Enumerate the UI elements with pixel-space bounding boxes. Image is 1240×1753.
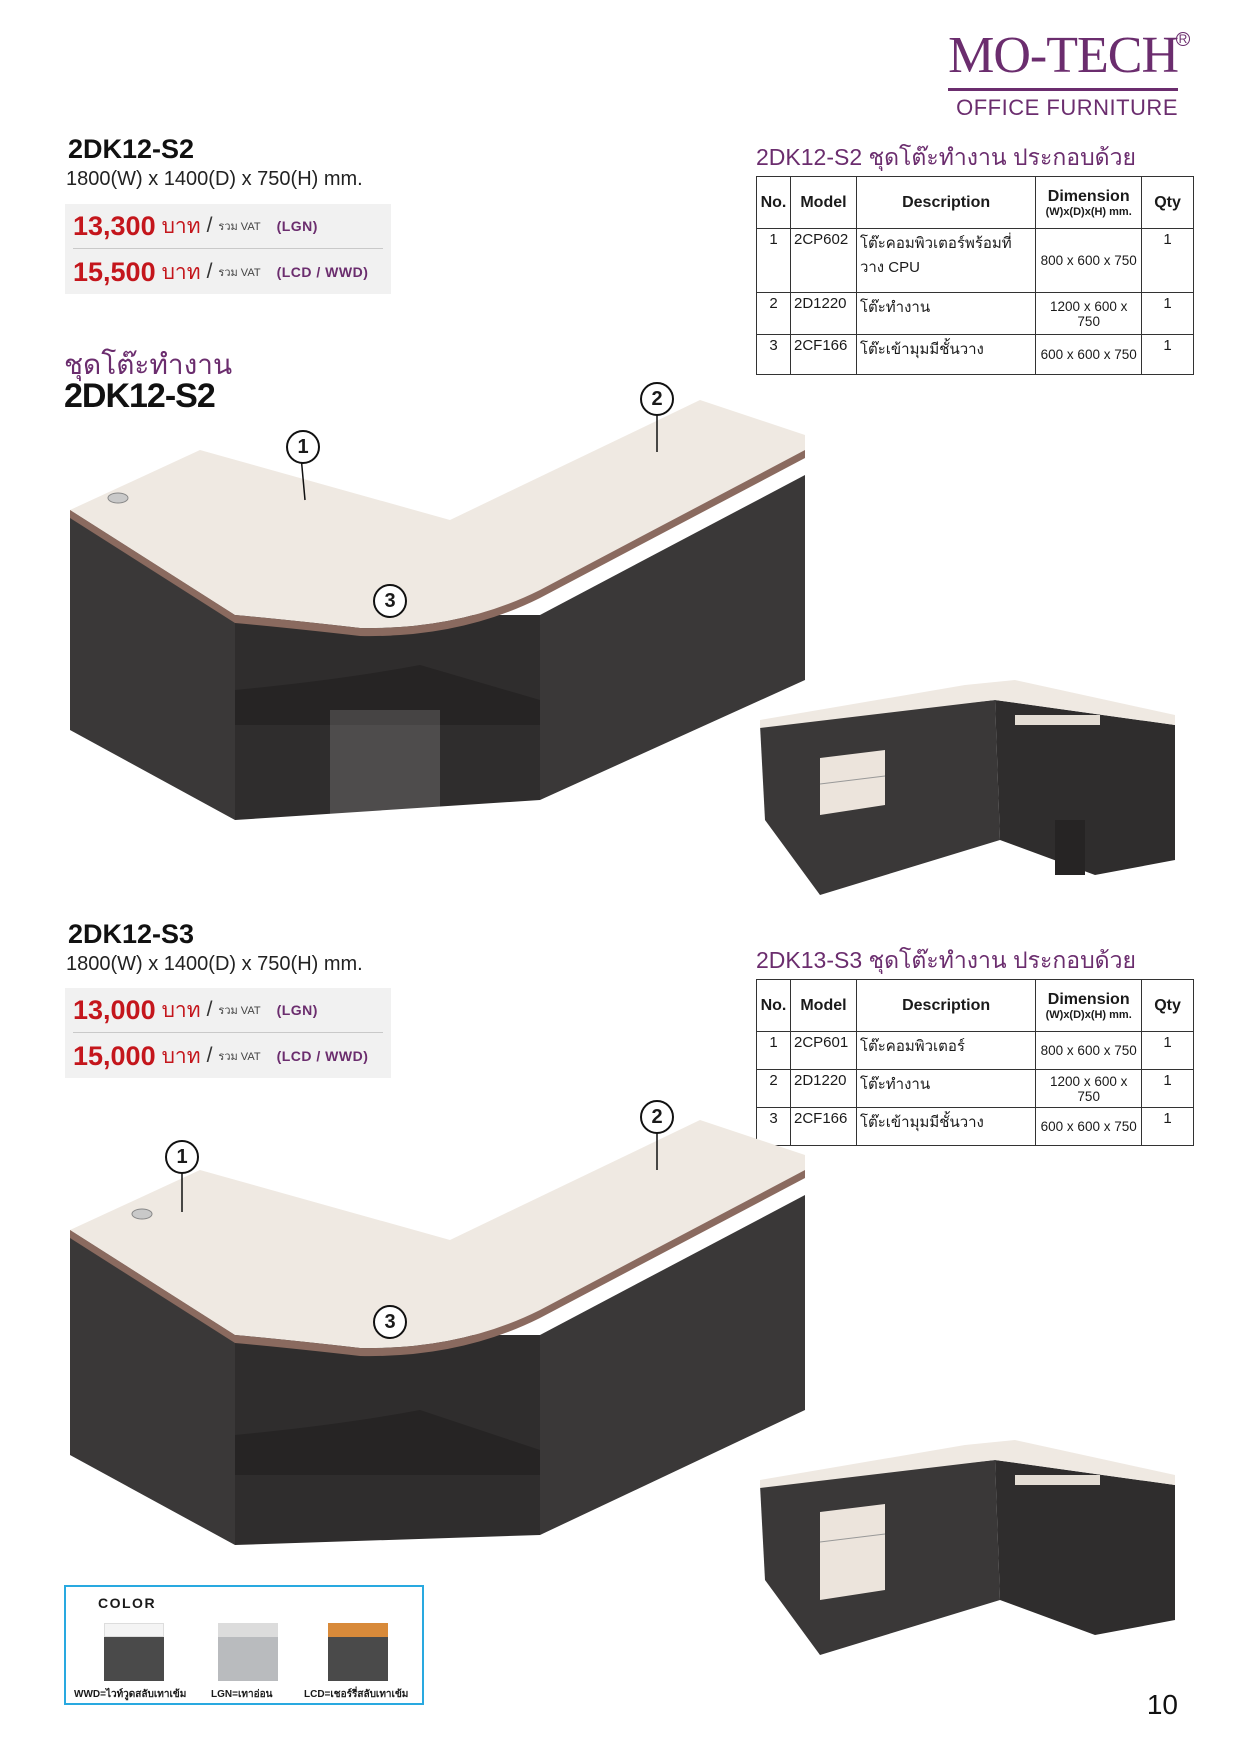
- price-amount: 13,000: [73, 994, 156, 1025]
- price-row: [73, 206, 318, 246]
- callout-marker: 1: [165, 1140, 199, 1174]
- swatch-top: [328, 1623, 388, 1637]
- cell-qty: 1: [1142, 1032, 1194, 1070]
- price-amount: 15,000: [73, 1040, 156, 1071]
- cell-model: 2D1220: [790, 293, 856, 335]
- price-vat: รวม VAT: [218, 1005, 261, 1017]
- header-model: Model: [790, 177, 856, 229]
- cell-qty: 1: [1142, 335, 1194, 375]
- color-swatch-lgn: [218, 1623, 278, 1681]
- cell-model: 2CF166: [790, 1108, 856, 1146]
- price-row: [73, 1036, 368, 1076]
- cell-dimension: 600 x 600 x 750: [1036, 1108, 1142, 1146]
- price-row: [73, 252, 368, 292]
- cell-description: โต๊ะคอมพิวเตอร์พร้อมที่วาง CPU: [856, 229, 1035, 293]
- price-currency: บาท: [161, 1044, 201, 1068]
- price-amount: 13,300: [73, 210, 156, 241]
- cell-no: 2: [757, 1070, 791, 1108]
- price-vat: รวม VAT: [218, 221, 261, 233]
- cell-dimension: 1200 x 600 x 750: [1036, 1070, 1142, 1108]
- registered-mark: R: [1176, 32, 1190, 46]
- table-header-row: [757, 177, 1194, 229]
- header-description: Description: [856, 980, 1035, 1032]
- header-no: No.: [757, 177, 791, 229]
- cell-qty: 1: [1142, 1070, 1194, 1108]
- header-dimension: [1036, 980, 1142, 1032]
- product-code: 2DK12-S2: [68, 134, 195, 164]
- price-vat: รวม VAT: [218, 267, 261, 279]
- swatch-body: [218, 1637, 278, 1681]
- cell-qty: 1: [1142, 229, 1194, 293]
- cell-description: โต๊ะเข้ามุมมีชั้นวาง: [856, 1108, 1035, 1146]
- color-swatch-wwd: [104, 1623, 164, 1681]
- cell-description: โต๊ะทำงาน: [856, 1070, 1035, 1108]
- table-header-row: [757, 980, 1194, 1032]
- price-slash: /: [206, 998, 213, 1021]
- color-label: LCD=เชอร์รี่สลับเทาเข้ม: [304, 1689, 409, 1700]
- cell-no: 3: [757, 335, 791, 375]
- cell-no: 1: [757, 229, 791, 293]
- header-qty: Qty: [1142, 980, 1194, 1032]
- callout-marker: 3: [373, 584, 407, 618]
- callout-marker: 2: [640, 382, 674, 416]
- table-row: [757, 229, 1194, 293]
- header-dimension-label: Dimension: [1047, 990, 1130, 1008]
- table-row: [757, 293, 1194, 335]
- cell-qty: 1: [1142, 1108, 1194, 1146]
- cell-dimension: 600 x 600 x 750: [1036, 335, 1142, 375]
- components-table: [756, 979, 1194, 1146]
- price-divider: [73, 248, 383, 249]
- price-currency: บาท: [161, 214, 201, 238]
- price-vat: รวม VAT: [218, 1051, 261, 1063]
- header-model: Model: [790, 980, 856, 1032]
- price-currency: บาท: [161, 998, 201, 1022]
- table-title: 2DK12-S2 ชุดโต๊ะทำงาน ประกอบด้วย: [756, 144, 1137, 170]
- price-slash: /: [206, 1044, 213, 1067]
- table-row: [757, 1070, 1194, 1108]
- price-finish: (LCD / WWD): [276, 1048, 369, 1064]
- header-dimension-unit: (W)x(D)x(H) mm.: [1045, 205, 1132, 218]
- price-slash: /: [206, 260, 213, 283]
- cell-model: 2CP602: [790, 229, 856, 293]
- cell-no: 2: [757, 293, 791, 335]
- page-number: 10: [1146, 1689, 1178, 1720]
- header-dimension-unit: (W)x(D)x(H) mm.: [1045, 1008, 1132, 1021]
- cell-description: โต๊ะทำงาน: [856, 293, 1035, 335]
- swatch-top: [104, 1623, 164, 1637]
- table-row: [757, 1108, 1194, 1146]
- components-table: [756, 176, 1194, 375]
- callout-marker: 2: [640, 1100, 674, 1134]
- cell-description: โต๊ะเข้ามุมมีชั้นวาง: [856, 335, 1035, 375]
- header-dimension-label: Dimension: [1047, 187, 1130, 205]
- brand-name: MO-TECH: [948, 27, 1178, 84]
- cell-model: 2CP601: [790, 1032, 856, 1070]
- color-label: LGN=เทาอ่อน: [211, 1689, 273, 1700]
- swatch-body: [104, 1637, 164, 1681]
- table-row: [757, 1032, 1194, 1070]
- product-dimensions: 1800(W) x 1400(D) x 750(H) mm.: [66, 953, 363, 975]
- swatch-top: [218, 1623, 278, 1637]
- header-qty: Qty: [1142, 177, 1194, 229]
- price-box: [65, 988, 391, 1078]
- brand-divider: [948, 88, 1178, 91]
- cell-model: 2D1220: [790, 1070, 856, 1108]
- header-description: Description: [856, 177, 1035, 229]
- price-currency: บาท: [161, 260, 201, 284]
- price-slash: /: [206, 214, 213, 237]
- price-box: [65, 204, 391, 294]
- cell-dimension: 1200 x 600 x 750: [1036, 293, 1142, 335]
- callout-marker: 1: [286, 430, 320, 464]
- cell-model: 2CF166: [790, 335, 856, 375]
- price-finish: (LGN): [276, 1002, 318, 1018]
- cell-description: โต๊ะคอมพิวเตอร์: [856, 1032, 1035, 1070]
- price-finish: (LCD / WWD): [276, 264, 369, 280]
- set-label: ชุดโต๊ะทำงาน: [64, 349, 233, 380]
- table-row: [757, 335, 1194, 375]
- swatch-body: [328, 1637, 388, 1681]
- color-legend-title: COLOR: [98, 1595, 157, 1611]
- set-code: 2DK12-S2: [64, 377, 215, 415]
- price-divider: [73, 1032, 383, 1033]
- color-swatch-lcd: [328, 1623, 388, 1681]
- cell-qty: 1: [1142, 293, 1194, 335]
- cell-dimension: 800 x 600 x 750: [1036, 229, 1142, 293]
- desk-set-illustration: [60, 380, 820, 840]
- brand-tagline: OFFICE FURNITURE: [956, 95, 1178, 120]
- cell-dimension: 800 x 600 x 750: [1036, 1032, 1142, 1070]
- desk-set-alt-view: [755, 670, 1185, 900]
- table-title: 2DK13-S3 ชุดโต๊ะทำงาน ประกอบด้วย: [756, 947, 1137, 973]
- price-amount: 15,500: [73, 256, 156, 287]
- desk-set-alt-view: [755, 1430, 1185, 1660]
- header-dimension: [1036, 177, 1142, 229]
- color-label: WWD=ไวท์วูดสลับเทาเข้ม: [74, 1689, 187, 1700]
- header-no: No.: [757, 980, 791, 1032]
- cell-no: 1: [757, 1032, 791, 1070]
- cell-no: 3: [757, 1108, 791, 1146]
- product-code: 2DK12-S3: [68, 919, 195, 949]
- product-dimensions: 1800(W) x 1400(D) x 750(H) mm.: [66, 168, 363, 190]
- color-legend: [64, 1585, 424, 1705]
- callout-marker: 3: [373, 1305, 407, 1339]
- price-row: [73, 990, 318, 1030]
- price-finish: (LGN): [276, 218, 318, 234]
- brand-logo: [948, 27, 1188, 121]
